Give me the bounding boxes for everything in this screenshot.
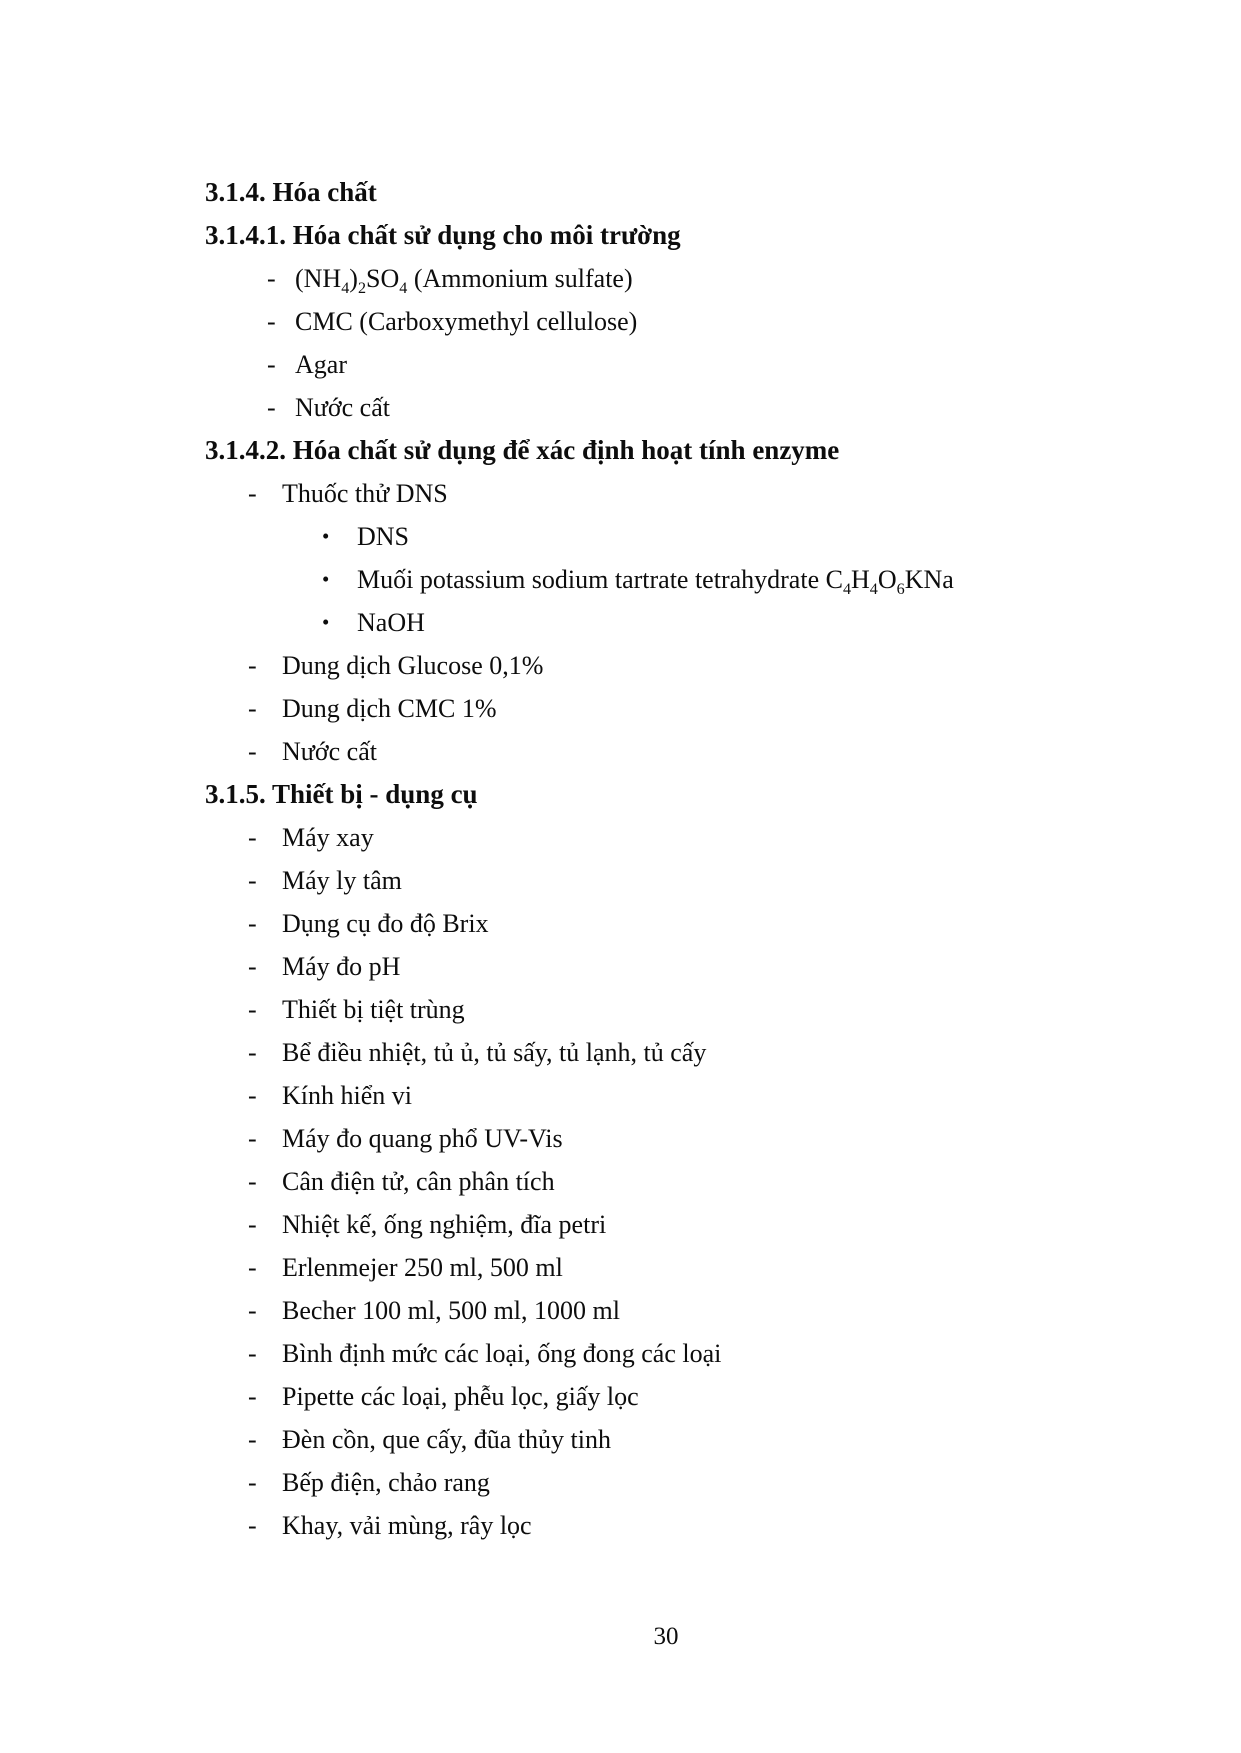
list-item bbox=[0, 1117, 1241, 1160]
dash-marker: - bbox=[248, 1467, 257, 1497]
list-item bbox=[0, 1332, 1241, 1375]
list-item bbox=[0, 902, 1241, 945]
list-item bbox=[0, 1461, 1241, 1504]
list-item-text: Cân điện tử, cân phân tích bbox=[282, 1166, 555, 1196]
dash-marker: - bbox=[248, 1510, 257, 1540]
list-item-text: Bình định mức các loại, ống đong các loại bbox=[282, 1338, 722, 1368]
list-item-text: Dung dịch Glucose 0,1% bbox=[282, 650, 544, 680]
dash-marker: - bbox=[267, 349, 276, 379]
list-item-text: Pipette các loại, phễu lọc, giấy lọc bbox=[282, 1381, 639, 1411]
dash-marker: - bbox=[267, 392, 276, 422]
list-item-text: Agar bbox=[295, 349, 347, 379]
list-item-text: Bể điều nhiệt, tủ ủ, tủ sấy, tủ lạnh, tủ cấy bbox=[282, 1037, 707, 1067]
list-item bbox=[0, 1074, 1241, 1117]
list-item bbox=[0, 472, 1241, 515]
list-item bbox=[0, 300, 1241, 343]
list-item bbox=[0, 816, 1241, 859]
list-item-text: Khay, vải mùng, rây lọc bbox=[282, 1510, 532, 1540]
bullet-marker: • bbox=[322, 610, 330, 634]
dash-marker: - bbox=[248, 1252, 257, 1282]
list-item-text: Nhiệt kế, ống nghiệm, đĩa petri bbox=[282, 1209, 607, 1239]
dash-marker: - bbox=[248, 1080, 257, 1110]
list-item bbox=[0, 1375, 1241, 1418]
dash-marker: - bbox=[248, 1381, 257, 1411]
section-heading-3-1-5: 3.1.5. Thiết bị - dụng cụ bbox=[205, 779, 478, 809]
list-item bbox=[0, 257, 1241, 300]
list-item-text: Dung dịch CMC 1% bbox=[282, 693, 497, 723]
document-body bbox=[0, 171, 1241, 1547]
dash-marker: - bbox=[248, 951, 257, 981]
sub-list-item bbox=[0, 515, 1241, 558]
list-item-text: Kính hiển vi bbox=[282, 1080, 412, 1110]
dash-marker: - bbox=[267, 306, 276, 336]
dash-marker: - bbox=[248, 693, 257, 723]
bullet-marker: • bbox=[322, 524, 330, 548]
dash-marker: - bbox=[248, 478, 257, 508]
dash-marker: - bbox=[248, 1338, 257, 1368]
list-item-text: Thiết bị tiệt trùng bbox=[282, 994, 465, 1024]
sub-list-item-text: NaOH bbox=[357, 607, 425, 637]
page-number: 30 bbox=[653, 1623, 679, 1650]
dash-marker: - bbox=[248, 865, 257, 895]
list-item-text: Nước cất bbox=[282, 736, 377, 766]
section-heading-3-1-4-2: 3.1.4.2. Hóa chất sử dụng để xác định hoạt tính enzyme bbox=[205, 435, 840, 465]
dash-marker: - bbox=[248, 1123, 257, 1153]
dash-marker: - bbox=[248, 1209, 257, 1239]
list-item-text: Bếp điện, chảo rang bbox=[282, 1467, 490, 1497]
section-heading-3-1-4-1: 3.1.4.1. Hóa chất sử dụng cho môi trường bbox=[205, 220, 681, 250]
list-item-text: CMC (Carboxymethyl cellulose) bbox=[295, 306, 638, 336]
section-heading-3-1-4: 3.1.4. Hóa chất bbox=[205, 177, 377, 207]
list-item-text: $(NH_4)_2SO_4$ (Ammonium sulfate) bbox=[295, 263, 633, 297]
sub-list-item-text: DNS bbox=[357, 521, 410, 551]
list-item bbox=[0, 386, 1241, 429]
dash-marker: - bbox=[248, 1037, 257, 1067]
list-item bbox=[0, 1203, 1241, 1246]
dash-marker: - bbox=[248, 1295, 257, 1325]
list-item bbox=[0, 343, 1241, 386]
dash-marker: - bbox=[248, 650, 257, 680]
list-item-text: Nước cất bbox=[295, 392, 390, 422]
list-item bbox=[0, 1504, 1241, 1547]
list-item bbox=[0, 1160, 1241, 1203]
list-item-text: Máy đo quang phổ UV-Vis bbox=[282, 1123, 563, 1153]
list-item-text: Dụng cụ đo độ Brix bbox=[282, 908, 489, 938]
sub-list-item bbox=[0, 558, 1241, 601]
list-item-text: Becher 100 ml, 500 ml, 1000 ml bbox=[282, 1295, 620, 1325]
list-item bbox=[0, 988, 1241, 1031]
list-item bbox=[0, 644, 1241, 687]
list-item-text: Erlenmejer 250 ml, 500 ml bbox=[282, 1252, 563, 1282]
dash-marker: - bbox=[267, 263, 276, 293]
sub-list-item bbox=[0, 601, 1241, 644]
list-item bbox=[0, 1289, 1241, 1332]
dash-marker: - bbox=[248, 736, 257, 766]
list-item bbox=[0, 945, 1241, 988]
bullet-marker: • bbox=[322, 567, 330, 591]
list-item bbox=[0, 1031, 1241, 1074]
dash-marker: - bbox=[248, 1166, 257, 1196]
dash-marker: - bbox=[248, 1424, 257, 1454]
list-item-text: Đèn cồn, que cấy, đũa thủy tinh bbox=[282, 1424, 611, 1454]
list-item bbox=[0, 730, 1241, 773]
list-item-text: Máy ly tâm bbox=[282, 865, 402, 895]
dash-marker: - bbox=[248, 908, 257, 938]
list-item-text: Thuốc thử DNS bbox=[282, 478, 448, 508]
list-item-text: Máy xay bbox=[282, 822, 374, 852]
dash-marker: - bbox=[248, 994, 257, 1024]
list-item bbox=[0, 1418, 1241, 1461]
sub-list-item-text: Muối potassium sodium tartrate tetrahydrate $C_4H_4O_6KNa$ bbox=[357, 564, 954, 598]
list-item-text: Máy đo pH bbox=[282, 951, 401, 981]
list-item bbox=[0, 859, 1241, 902]
list-item bbox=[0, 1246, 1241, 1289]
list-item bbox=[0, 687, 1241, 730]
dash-marker: - bbox=[248, 822, 257, 852]
